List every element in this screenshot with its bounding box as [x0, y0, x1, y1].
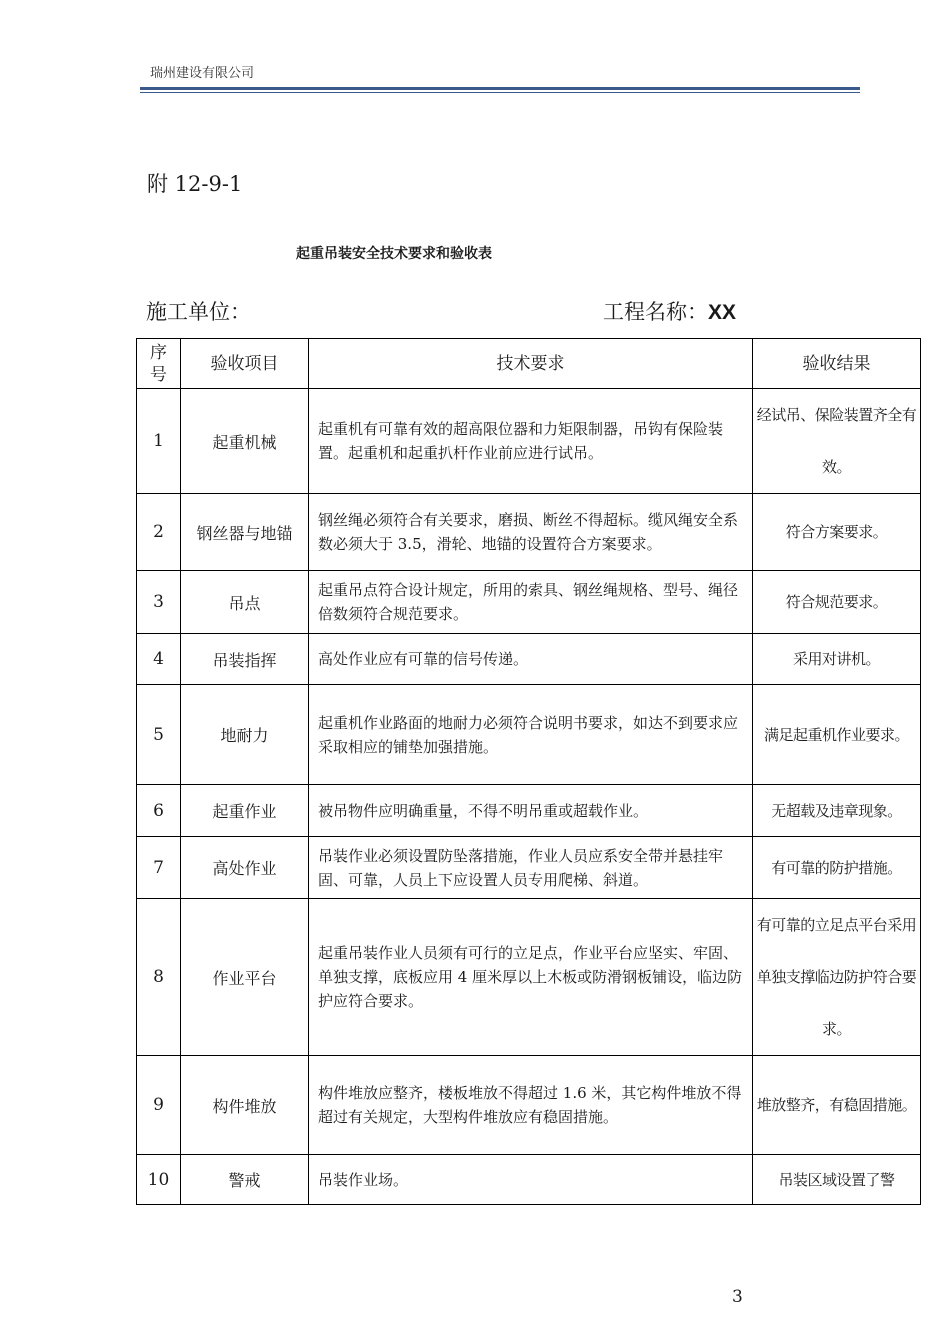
row-no: 6	[137, 785, 181, 837]
row-result: 满足起重机作业要求。	[753, 685, 921, 785]
page-number: 3	[732, 1287, 743, 1307]
row-requirement: 被吊物件应明确重量，不得不明吊重或超载作业。	[309, 785, 753, 837]
row-result: 有可靠的立足点平台采用单独支撑临边防护符合要求。	[753, 899, 921, 1056]
table-row	[137, 571, 921, 634]
row-no: 7	[137, 837, 181, 899]
table-row	[137, 1155, 921, 1205]
table-row	[137, 494, 921, 571]
row-requirement: 吊装作业场。	[309, 1155, 753, 1205]
row-requirement: 起重机有可靠有效的超高限位器和力矩限制器，吊钩有保险装置。起重机和起重扒杆作业前应进行试吊。	[309, 389, 753, 494]
row-item: 作业平台	[181, 899, 309, 1056]
table-row	[137, 1056, 921, 1155]
row-requirement: 高处作业应有可靠的信号传递。	[309, 634, 753, 685]
header-item: 验收项目	[181, 339, 309, 389]
row-result: 符合规范要求。	[753, 571, 921, 634]
construction-unit-field	[146, 296, 251, 326]
row-item: 吊装指挥	[181, 634, 309, 685]
row-result: 无超载及违章现象。	[753, 785, 921, 837]
acceptance-table	[136, 338, 921, 1205]
row-result: 符合方案要求。	[753, 494, 921, 571]
row-result: 堆放整齐，有稳固措施。	[753, 1056, 921, 1155]
row-requirement: 吊装作业必须设置防坠落措施，作业人员应系安全带并悬挂牢固、可靠，人员上下应设置人员专用爬梯、斜道。	[309, 837, 753, 899]
row-item: 钢丝器与地锚	[181, 494, 309, 571]
row-no: 10	[137, 1155, 181, 1205]
row-no: 5	[137, 685, 181, 785]
header-divider-thin	[140, 92, 860, 93]
project-name-value: XX	[708, 301, 737, 324]
row-no: 4	[137, 634, 181, 685]
table-row	[137, 685, 921, 785]
row-requirement: 起重吊装作业人员须有可行的立足点，作业平台应坚实、牢固、单独支撑，底板应用 4 厘米厚以上木板或防滑钢板铺设，临边防护应符合要求。	[309, 899, 753, 1056]
row-result: 经试吊、保险装置齐全有效。	[753, 389, 921, 494]
table-row	[137, 785, 921, 837]
table-row	[137, 899, 921, 1056]
table-row	[137, 389, 921, 494]
header-divider	[140, 87, 860, 90]
table-row	[137, 634, 921, 685]
row-item: 警戒	[181, 1155, 309, 1205]
project-name-field	[603, 296, 736, 326]
project-name-label: 工程名称：	[603, 300, 708, 324]
row-requirement: 起重机作业路面的地耐力必须符合说明书要求，如达不到要求应采取相应的铺垫加强措施。	[309, 685, 753, 785]
row-item: 地耐力	[181, 685, 309, 785]
row-requirement: 起重吊点符合设计规定，所用的索具、钢丝绳规格、型号、绳径倍数须符合规范要求。	[309, 571, 753, 634]
row-item: 起重作业	[181, 785, 309, 837]
construction-unit-label: 施工单位：	[146, 300, 251, 324]
row-item: 吊点	[181, 571, 309, 634]
row-no: 3	[137, 571, 181, 634]
row-no: 8	[137, 899, 181, 1056]
annex-label: 附 12-9-1	[147, 172, 243, 196]
header-requirement: 技术要求	[309, 339, 753, 389]
table-row	[137, 837, 921, 899]
row-requirement: 构件堆放应整齐，楼板堆放不得超过 1.6 米，其它构件堆放不得超过有关规定，大型构件堆放应有稳固措施。	[309, 1056, 753, 1155]
row-no: 2	[137, 494, 181, 571]
row-no: 1	[137, 389, 181, 494]
row-result: 采用对讲机。	[753, 634, 921, 685]
row-item: 起重机械	[181, 389, 309, 494]
row-item: 高处作业	[181, 837, 309, 899]
row-item: 构件堆放	[181, 1056, 309, 1155]
table-header-row	[137, 339, 921, 389]
header-company-name: 瑞州建设有限公司	[150, 66, 255, 81]
row-requirement: 钢丝绳必须符合有关要求，磨损、断丝不得超标。缆风绳安全系数必须大于 3.5，滑轮、地锚的设置符合方案要求。	[309, 494, 753, 571]
form-title: 起重吊装安全技术要求和验收表	[296, 246, 492, 262]
row-result: 有可靠的防护措施。	[753, 837, 921, 899]
header-result: 验收结果	[753, 339, 921, 389]
row-no: 9	[137, 1056, 181, 1155]
row-result: 吊装区域设置了警	[753, 1155, 921, 1205]
header-no: 序号	[137, 339, 181, 389]
